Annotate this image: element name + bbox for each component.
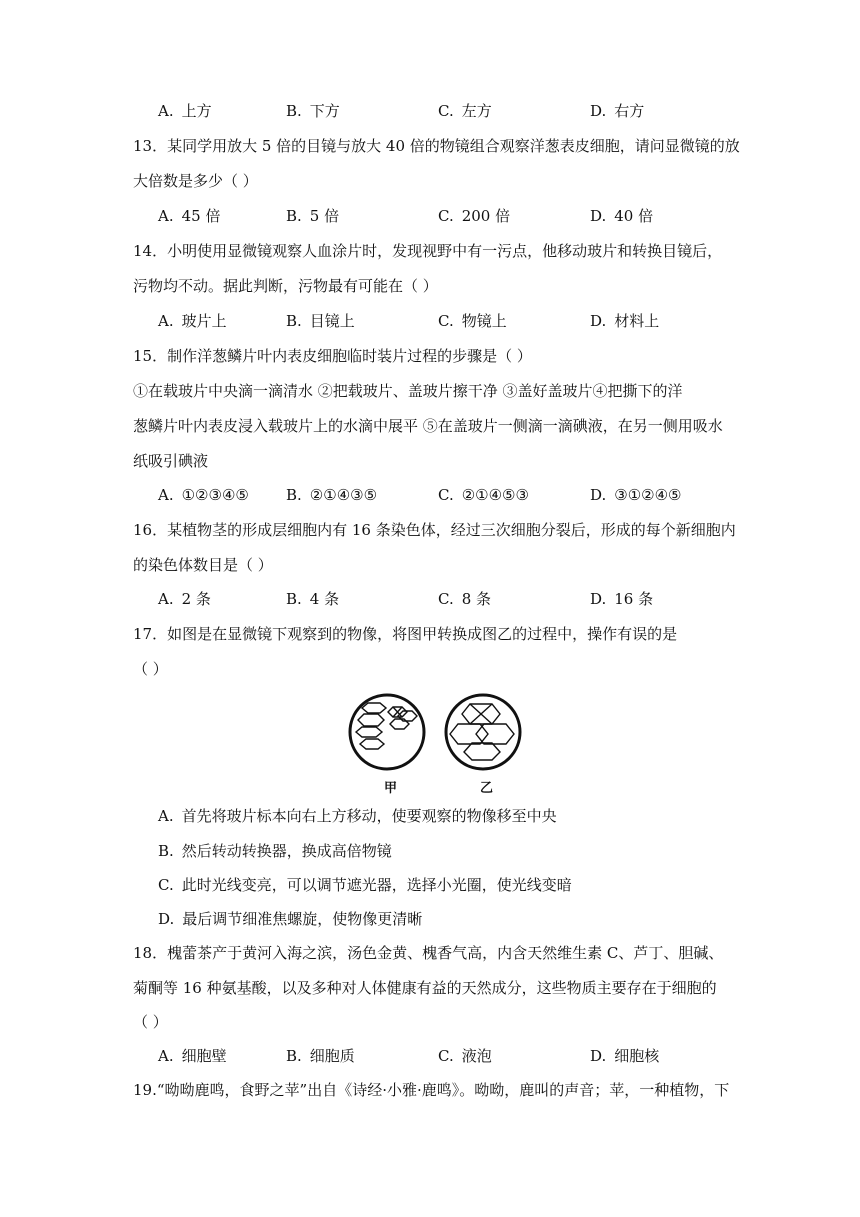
q18-option-a: A. 细胞壁 — [158, 1047, 227, 1065]
q16-option-a: A. 2 条 — [158, 590, 211, 608]
q18-option-c: C. 液泡 — [438, 1047, 492, 1065]
q14-option-c: C. 物镜上 — [438, 312, 507, 330]
q13-option-b: B. 5 倍 — [286, 207, 340, 225]
field-of-view-yi — [446, 695, 520, 769]
q17-option-a: A. 首先将玻片标本向右上方移动，使要观察的物像移至中央 — [158, 807, 557, 825]
q15-option-c: C. ②①④⑤③ — [438, 486, 529, 504]
q15-option-b: B. ②①④③⑤ — [286, 486, 378, 504]
q17-stem-line-2: （ ） — [133, 660, 168, 678]
q18-stem-line-2: 菊酮等 16 种氨基酸，以及多种对人体健康有益的天然成分，这些物质主要存在于细胞的 — [133, 979, 717, 997]
q15-stem-line-3: 葱鳞片叶内表皮浸入载玻片上的水滴中展平 ⑤在盖玻片一侧滴一滴碘液，在另一侧用吸水 — [133, 417, 723, 435]
q14-option-b: B. 目镜上 — [286, 312, 355, 330]
q13-option-d: D. 40 倍 — [590, 207, 654, 225]
q16-option-b: B. 4 条 — [286, 590, 340, 608]
q15-option-d: D. ③①②④⑤ — [590, 486, 682, 504]
microscope-figure — [340, 692, 530, 800]
q12-option-d: D. 右方 — [590, 102, 645, 120]
figure-label-yi: 乙 — [480, 781, 494, 796]
q12-option-a: A. 上方 — [158, 102, 212, 120]
q19-stem-line-1: 19.“呦呦鹿鸣，食野之苹”出自《诗经·小雅·鹿鸣》。呦呦，鹿叫的声音；苹，一种植物，下 — [133, 1081, 730, 1099]
q16-stem-line-1: 16．某植物茎的形成层细胞内有 16 条染色体，经过三次细胞分裂后，形成的每个新细胞内 — [133, 521, 736, 539]
q16-option-d: D. 16 条 — [590, 590, 654, 608]
q13-stem-line-1: 13．某同学用放大 5 倍的目镜与放大 40 倍的物镜组合观察洋葱表皮细胞，请问显微镜的放 — [133, 137, 740, 155]
q17-option-c: C. 此时光线变亮，可以调节遮光器，选择小光圈，使光线变暗 — [158, 876, 572, 894]
q14-stem-line-2: 污物均不动。据此判断，污物最有可能在（ ） — [133, 277, 438, 295]
q18-option-b: B. 细胞质 — [286, 1047, 355, 1065]
figure-label-jia: 甲 — [384, 781, 398, 796]
q17-stem-line-1: 17．如图是在显微镜下观察到的物像，将图甲转换成图乙的过程中，操作有误的是 — [133, 625, 678, 643]
q14-option-d: D. 材料上 — [590, 312, 660, 330]
q15-option-a: A. ①②③④⑤ — [158, 486, 249, 504]
q17-option-d: D. 最后调节细准焦螺旋，使物像更清晰 — [158, 910, 423, 928]
q18-option-d: D. 细胞核 — [590, 1047, 660, 1065]
q18-stem-line-1: 18．槐蕾茶产于黄河入海之滨，汤色金黄、槐香气高，内含天然维生素 C、芦丁、胆碱、 — [133, 944, 724, 962]
q16-stem-line-2: 的染色体数目是（ ） — [133, 556, 273, 574]
q18-stem-line-3: （ ） — [133, 1013, 168, 1031]
q16-option-c: C. 8 条 — [438, 590, 492, 608]
q13-stem-line-2: 大倍数是多少（ ） — [133, 172, 258, 190]
q13-option-a: A. 45 倍 — [158, 207, 221, 225]
q14-stem-line-1: 14．小明使用显微镜观察人血涂片时，发现视野中有一污点，他移动玻片和转换目镜后， — [133, 242, 723, 260]
q15-stem-line-2: ①在载玻片中央滴一滴清水 ②把载玻片、盖玻片擦干净 ③盖好盖玻片④把撕下的洋 — [133, 382, 683, 400]
q12-option-b: B. 下方 — [286, 102, 340, 120]
q14-option-a: A. 玻片上 — [158, 312, 227, 330]
q12-option-c: C. 左方 — [438, 102, 492, 120]
q13-option-c: C. 200 倍 — [438, 207, 511, 225]
q15-stem-line-4: 纸吸引碘液 — [133, 452, 209, 470]
q15-stem-line-1: 15．制作洋葱鳞片叶内表皮细胞临时装片过程的步骤是（ ） — [133, 347, 532, 365]
field-of-view-jia — [350, 695, 424, 769]
q17-option-b: B. 然后转动转换器，换成高倍物镜 — [158, 842, 392, 860]
